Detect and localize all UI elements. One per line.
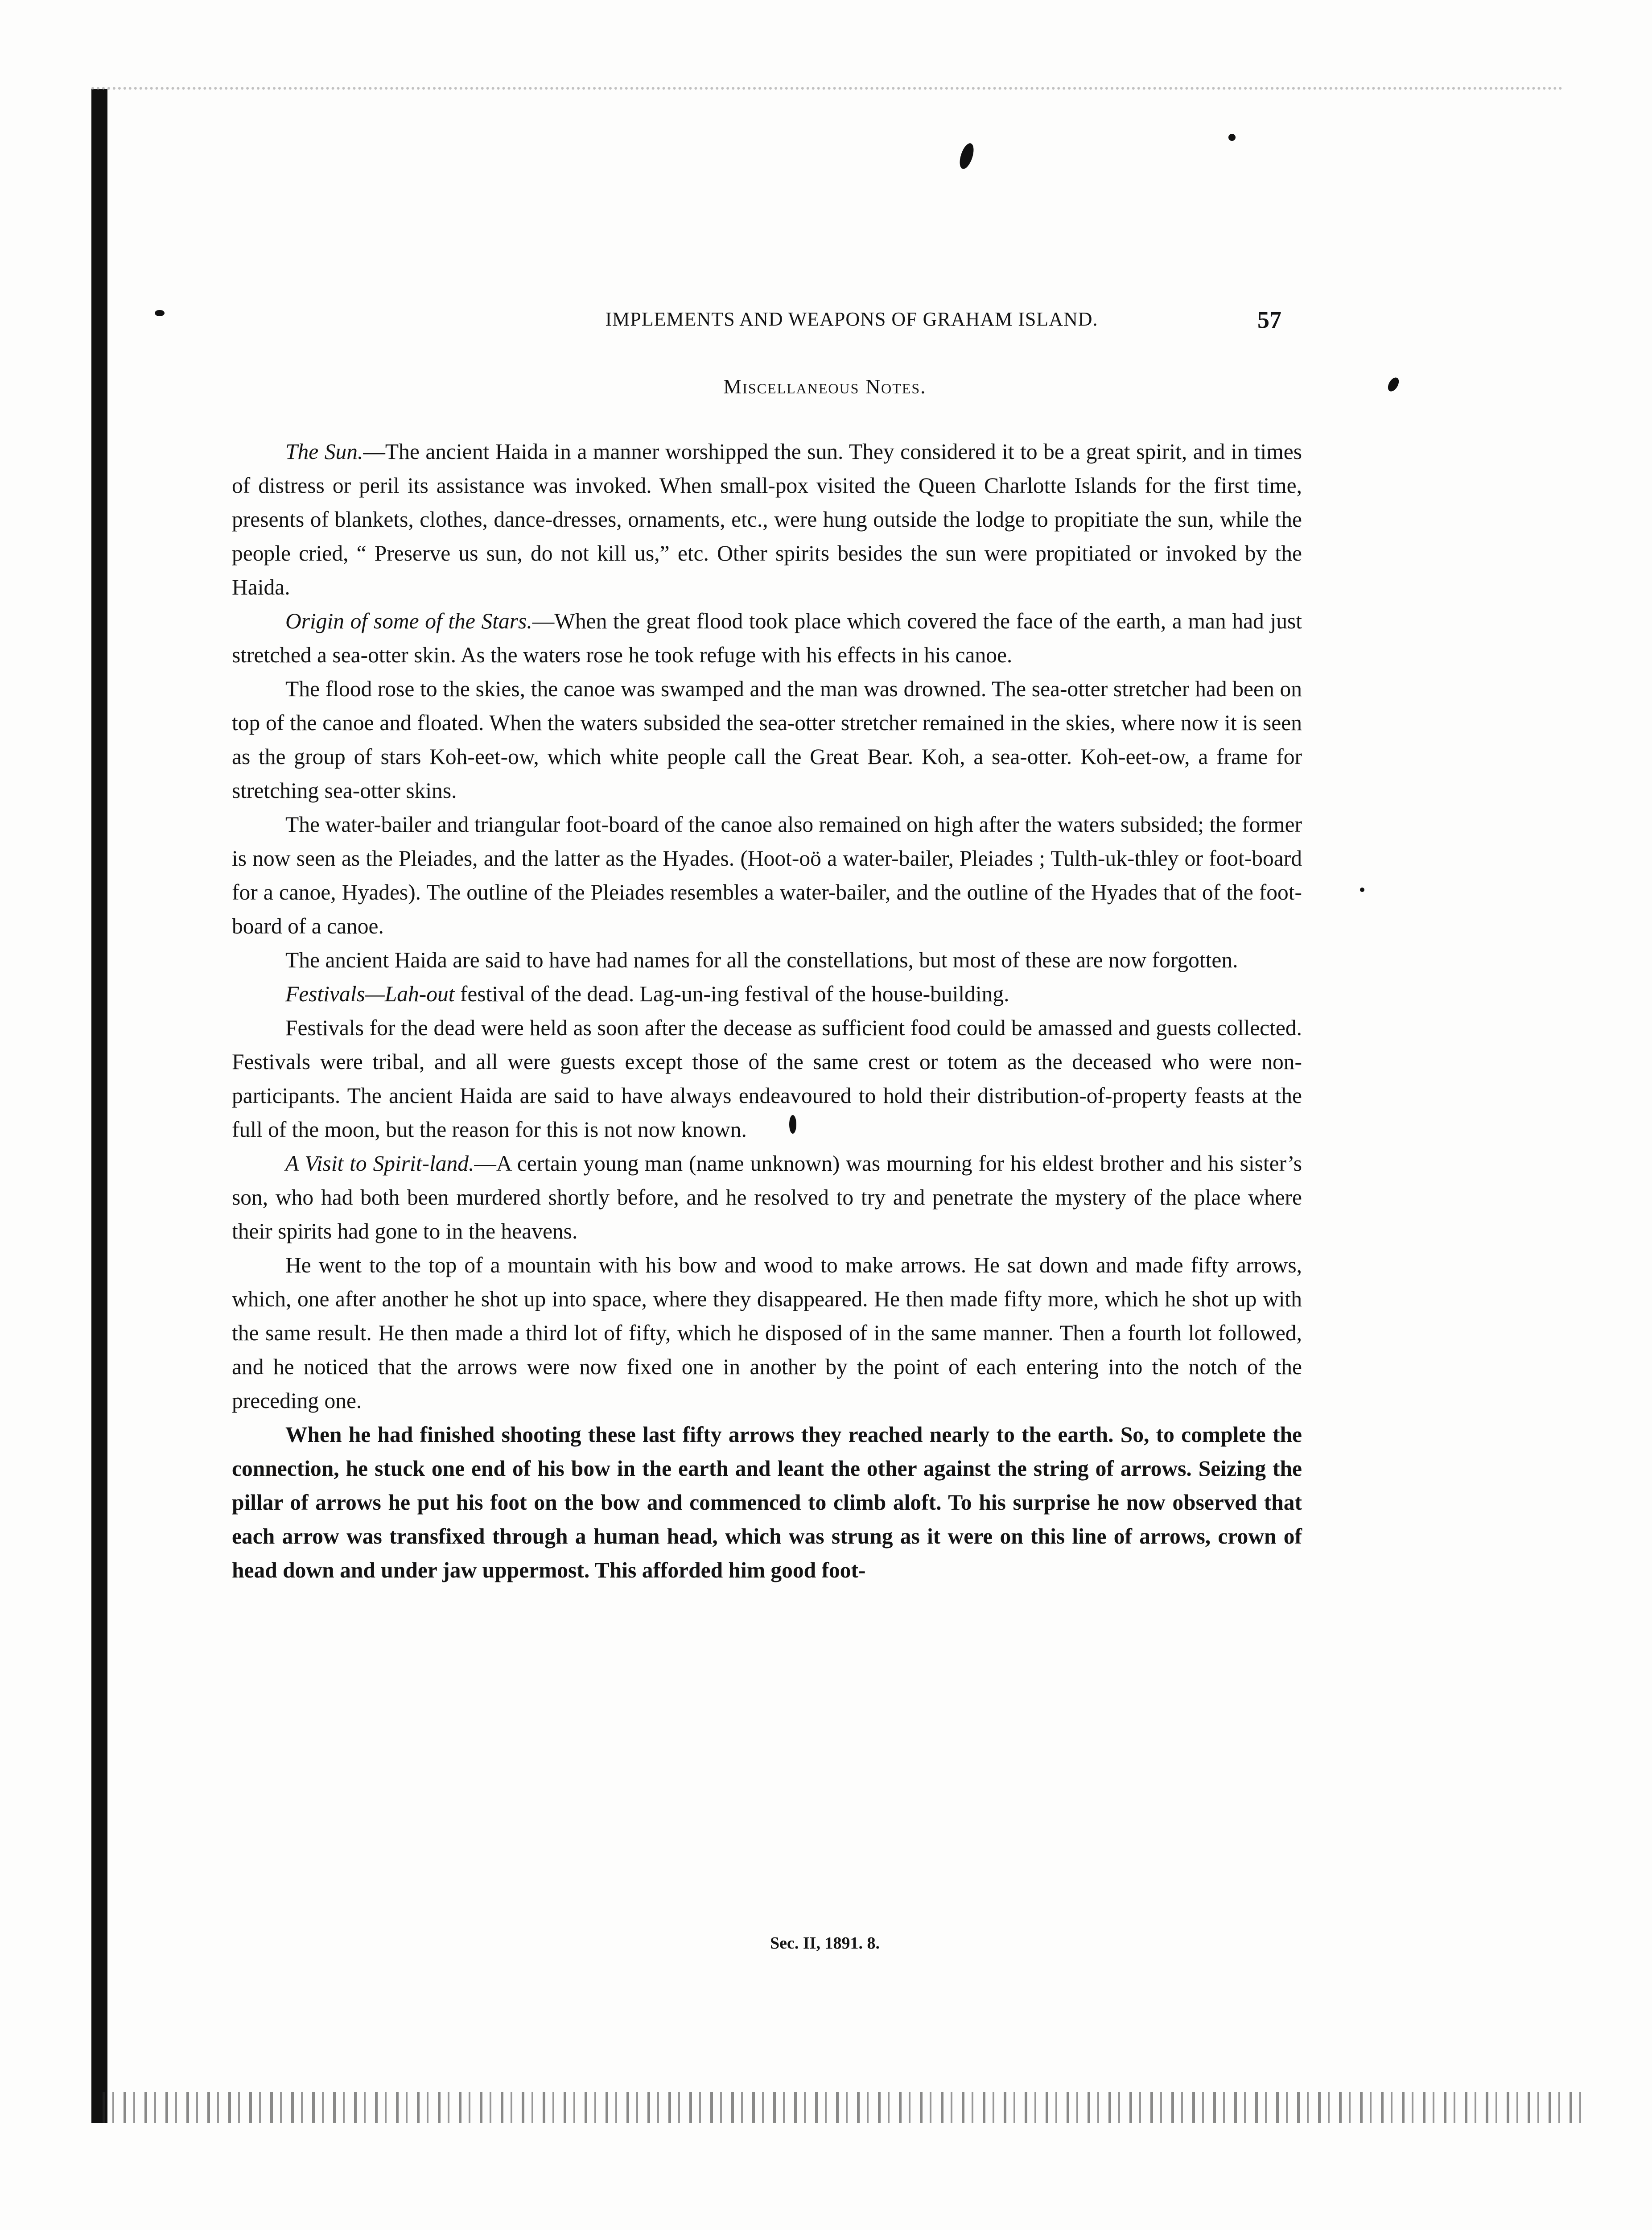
paragraph: [232, 1147, 1302, 1248]
binding-shadow: [91, 89, 107, 2123]
paragraph-text: festival of the dead. Lag-un-ing festival of the house-building.: [454, 982, 1009, 1006]
ink-speck: [1360, 888, 1364, 892]
paragraph: [232, 672, 1302, 808]
paragraph-lead: The Sun.: [285, 439, 363, 464]
paragraph: [232, 435, 1302, 604]
section-title: Miscellaneous Notes.: [723, 375, 927, 398]
paragraph: [232, 1011, 1302, 1147]
paragraph-lead: Origin of some of the Stars.: [285, 609, 532, 633]
paragraph-lead: Festivals—Lah-out: [285, 982, 455, 1006]
paragraph-text: The flood rose to the skies, the canoe was swamped and the man was drowned. The sea-otter stretcher had been on top of the canoe and floated. When the waters subsided the sea-otter stretcher remained in the skies, where now it is seen as the group of stars Koh-eet-ow, which white people call the Great Bear. Koh, a sea-otter. Koh-eet-ow, a frame for stretching sea-otter skins.: [232, 677, 1302, 803]
paragraph: [232, 977, 1302, 1011]
ink-speck: [155, 310, 165, 316]
page-number: 57: [1257, 306, 1281, 333]
ink-speck: [1386, 376, 1401, 393]
paragraph-text: —When the great flood took place which covered the face of the earth, a man had just stretched a sea-otter skin. As the waters rose he took refuge with his effects in his canoe.: [232, 609, 1302, 667]
paragraph: [232, 943, 1302, 977]
paragraph: [232, 808, 1302, 943]
paragraph-lead: A Visit to Spirit-land.: [285, 1151, 474, 1176]
ink-speck: [957, 141, 976, 170]
paragraph-text: —A certain young man (name unknown) was mourning for his eldest brother and his sister’s son, who had both been murdered shortly before, and he resolved to try and penetrate the mystery of the place where their spirits had gone to in the heavens.: [232, 1151, 1302, 1243]
paragraph-text: The ancient Haida are said to have had names for all the constellations, but most of these are now forgotten.: [285, 948, 1238, 972]
running-head: IMPLEMENTS AND WEAPONS OF GRAHAM ISLAND.: [605, 308, 1098, 330]
scan-noise-bottom: [103, 2092, 1583, 2123]
paragraph: [232, 604, 1302, 672]
paragraph-text: When he had finished shooting these last fifty arrows they reached nearly to the earth. So, to complete the connection, he stuck one end of his bow in the earth and leant the other against the string of arrows. Seizing the pillar of arrows he put his foot on the bow and commenced to climb aloft. To his surprise he now observed that each arrow was transfixed through a human head, which was strung as it were on this line of arrows, crown of head down and under jaw uppermost. This afforded him good foot-: [232, 1422, 1302, 1582]
paragraph: [232, 1418, 1302, 1587]
paragraph-text: He went to the top of a mountain with his bow and wood to make arrows. He sat down and made fifty arrows, which, one after another he shot up into space, where they disappeared. He then made fifty more, which he shot up with the same result. He then made a third lot of fifty, which he disposed of in the same manner. Then a fourth lot followed, and he noticed that the arrows were now fixed one in another by the point of each entering into the notch of the preceding one.: [232, 1253, 1302, 1413]
signature-mark: Sec. II, 1891. 8.: [770, 1934, 880, 1953]
paragraph: [232, 1248, 1302, 1418]
paragraph-text: Festivals for the dead were held as soon after the decease as sufficient food could be amassed and guests collected. Festivals were tribal, and all were guests except those of the same crest or totem as the deceased who were non-participants. The ancient Haida are said to have always endeavoured to hold their distribution-of-property feasts at the full of the moon, but the reason for this is not now known.: [232, 1016, 1302, 1142]
body-text: [232, 435, 1302, 1587]
ink-speck: [1228, 134, 1236, 141]
paragraph-text: The water-bailer and triangular foot-board of the canoe also remained on high after the waters subsided; the former is now seen as the Pleiades, and the latter as the Hyades. (Hoot-oö a water-bailer, Pleiades ; Tulth-uk-thley or foot-board for a canoe, Hyades). The outline of the Pleiades resembles a water-bailer, and the outline of the Hyades that of the foot-board of a canoe.: [232, 812, 1302, 938]
paragraph-text: —The ancient Haida in a manner worshipped the sun. They considered it to be a great spirit, and in times of distress or peril its assistance was invoked. When small-pox visited the Queen Charlotte Islands for the first time, presents of blankets, clothes, dance-dresses, ornaments, etc., were hung outside the lodge to propitiate the sun, while the people cried, “ Preserve us sun, do not kill us,” etc. Other spirits besides the sun were propitiated or invoked by the Haida.: [232, 439, 1302, 599]
scan-noise-top: [91, 87, 1563, 91]
